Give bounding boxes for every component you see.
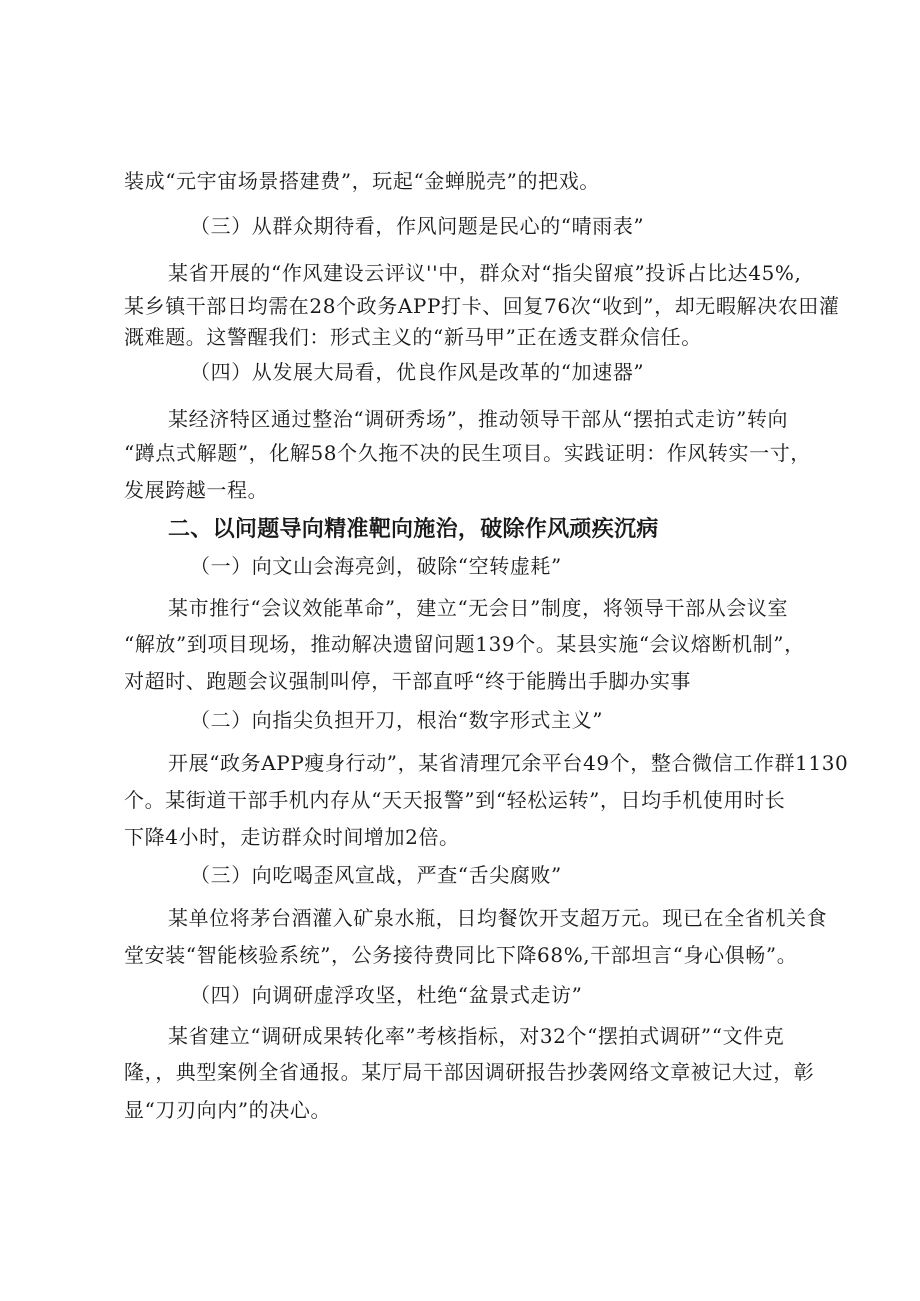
- paragraph-first-line: 某经济特区通过整治“调研秀场”，推动领导干部从“摆拍式走访”转向: [168, 407, 789, 431]
- paragraph-first-line: 开展“政务APP瘦身行动”，某省清理冗余平台49个，整合微信工作群1130: [168, 751, 849, 775]
- body-text-line: 装成“元宇宙场景搭建费”，玩起“金蝉脱壳”的把戏。: [124, 169, 600, 193]
- body-text-line: 某乡镇干部日均需在28个政务APP打卡、回复76次“收到”，却无暇解决农田灌: [124, 294, 840, 318]
- body-text-line: 显“刀刃向内”的决心。: [124, 1098, 332, 1122]
- body-text-line: 溉难题。这警醒我们：形式主义的“新马甲”正在透支群众信任。: [124, 325, 702, 349]
- paragraph-first-line: 某省建立“调研成果转化率”考核指标，对32个“摆拍式调研”“文件克: [168, 1024, 785, 1048]
- subheading-line: （三）向吃喝歪风宣战，严查“舌尖腐败”: [190, 863, 562, 887]
- paragraph-first-line: 某省开展的“作风建设云评议''中，群众对“指尖留痕”投诉占比达45%,: [168, 261, 802, 285]
- body-text-line: 隆，，典型案例全省通报。某厅局干部因调研报告抄袭网络文章被记大过，彰: [124, 1060, 815, 1084]
- subheading-line: （四）从发展大局看，优良作风是改革的“加速器”: [190, 360, 645, 384]
- body-text-line: 下降4小时，走访群众时间增加2倍。: [124, 825, 460, 849]
- paragraph-first-line: 某市推行“会议效能革命”，建立“无会日”制度，将领导干部从会议室: [168, 596, 789, 620]
- body-text-line: “解放”到项目现场，推动解决遗留问题139个。某县实施“会议熔断机制”，: [124, 632, 805, 656]
- subheading-line: （三）从群众期待看，作风问题是民心的“晴雨表”: [190, 214, 645, 238]
- body-text-line: 个。某街道干部手机内存从“天天报警”到“轻松运转”，日均手机使用时长: [124, 788, 786, 812]
- subheading-line: （一）向文山会海亮剑，破除“空转虚耗”: [190, 554, 562, 578]
- paragraph-first-line: 某单位将茅台酒灌入矿泉水瓶，日均餐饮开支超万元。现已在全省机关食: [168, 906, 828, 930]
- subheading-line: （四）向调研虚浮攻坚，杜绝“盆景式走访”: [190, 983, 583, 1007]
- body-text-line: 对超时、跑题会议强制叫停，干部直呼“终于能腾出手脚办实事: [124, 669, 692, 693]
- subheading-line: （二）向指尖负担开刀，根治“数字形式主义”: [190, 708, 604, 732]
- body-text-line: “蹲点式解题”，化解58个久拖不决的民生项目。实践证明：作风转实一寸，: [124, 441, 811, 465]
- body-text-line: 发展跨越一程。: [124, 478, 269, 502]
- body-text-line: 堂安装“智能核验系统”，公务接待费同比下降68%,干部坦言“身心俱畅”。: [124, 943, 798, 967]
- section-heading: 二、以问题导向精准靶向施治，破除作风顽疾沉病: [168, 517, 659, 542]
